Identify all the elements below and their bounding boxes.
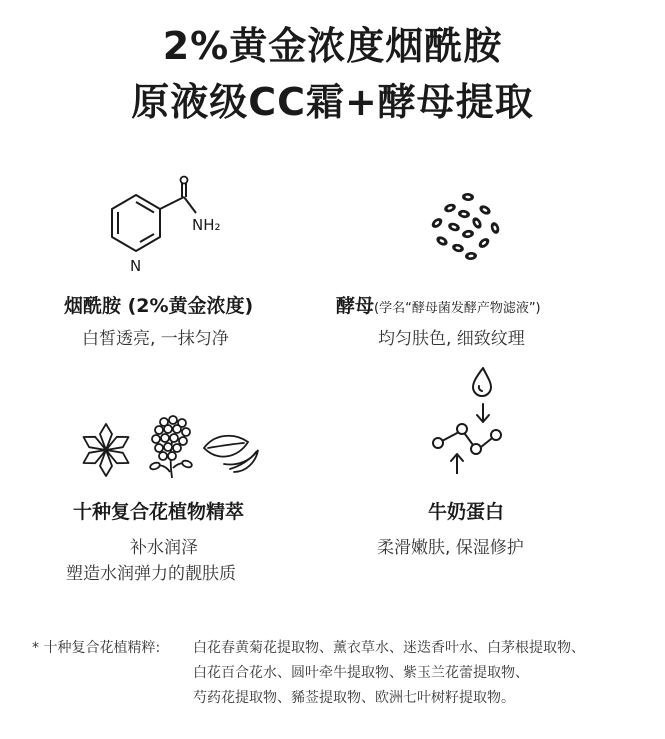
niacinamide-name: 烟酰胺 (2%黄金浓度) [64,295,254,317]
niacinamide-molecule-icon [100,175,240,280]
yeast-label: 酵母 [336,295,375,317]
footnote-prefix: * 十种复合花植精粹: [32,640,161,656]
yeast-name [336,291,541,318]
yeast-cells-icon [425,190,510,270]
milk-desc: 柔滑嫩肤, 保湿修护 [377,538,524,558]
footnote-line-1: 白花春黄菊花提取物、薰衣草水、迷迭香叶水、白茅根提取物、 [193,640,585,656]
milk-protein-molecule-icon [425,364,511,474]
milk-name: 牛奶蛋白 [428,501,505,523]
yeast-scientific-name: (学名“酵母菌发酵产物滤液”) [374,301,541,316]
footnote-line-2: 白花百合花水、圆叶牵牛提取物、紫玉兰花蕾提取物、 [193,665,529,681]
berry-branch-icon [146,414,194,480]
flowers-name: 十种复合花植物精萃 [73,501,245,523]
nh2-label: NH₂ [192,216,221,234]
niacinamide-desc: 白皙透亮, 一抹匀净 [82,329,229,349]
nitrogen-label: N [130,257,142,275]
flowers-desc-2: 塑造水润弹力的靓肤质 [66,564,236,584]
flowers-desc-1: 补水润泽 [130,538,198,558]
headline-line-2: 原液级CC霜+酵母提取 [131,80,534,124]
headline-line-1: 2%黄金浓度烟酰胺 [162,24,503,68]
footnote-line-3: 芍药花提取物、豨莶提取物、欧洲七叶树籽提取物。 [193,690,515,706]
yeast-desc: 均匀肤色, 细致纹理 [378,329,525,349]
leaf-icon [200,428,262,474]
star-anise-icon [78,422,134,478]
